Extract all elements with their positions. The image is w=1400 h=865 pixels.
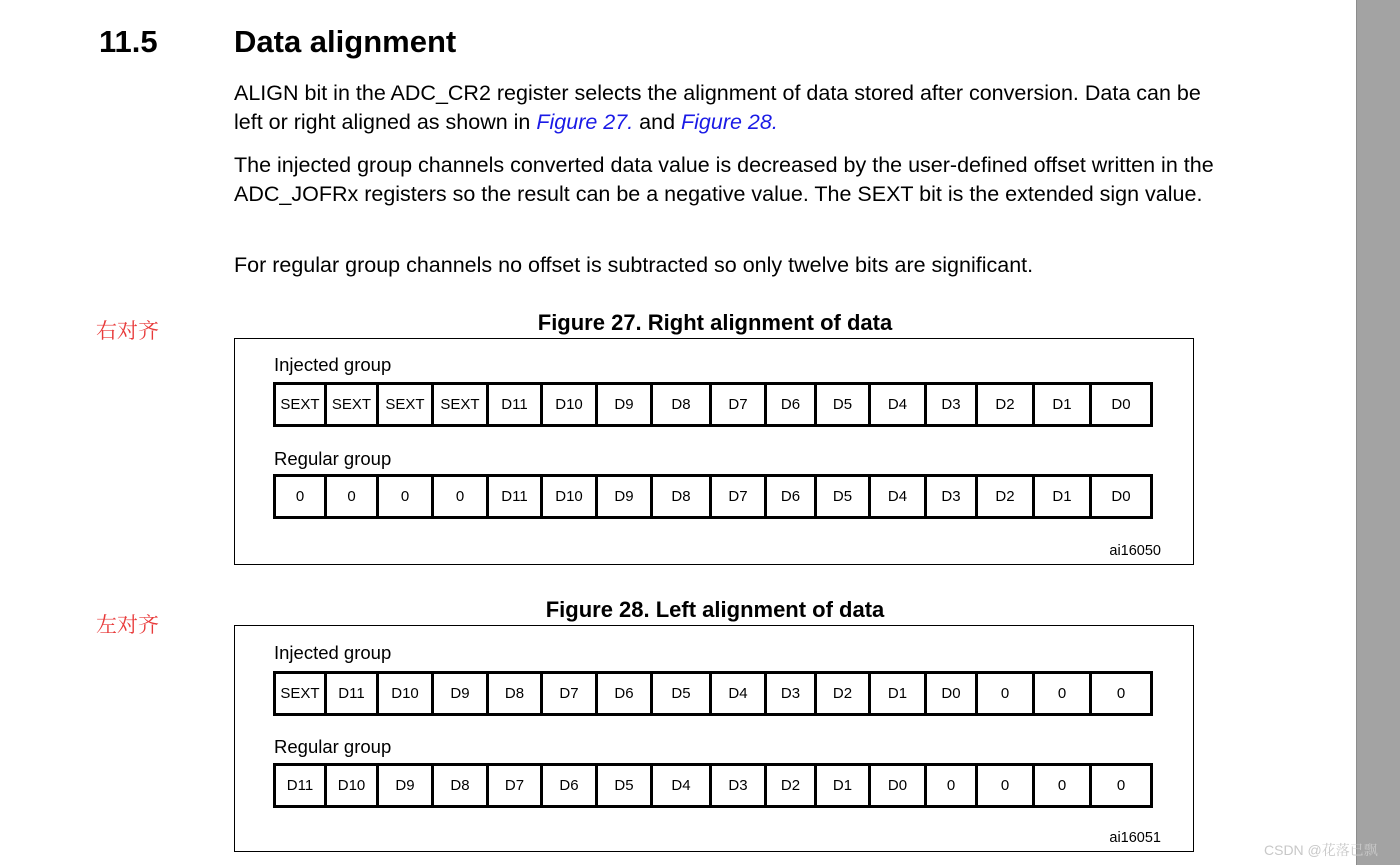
register-bit-cell: D2: [817, 674, 871, 713]
figure-28-link[interactable]: Figure 28.: [681, 110, 778, 134]
register-bit-cell: D0: [1111, 396, 1131, 413]
register-bit-cell: SEXT: [276, 385, 327, 424]
register-bit-cell: D11: [327, 674, 379, 713]
register-bit-cell: D9: [598, 477, 653, 516]
register-bit-cell: 0: [978, 674, 1035, 713]
register-bit-cell: 0: [1116, 685, 1126, 702]
register-bit-cell: D5: [598, 766, 653, 805]
register-bit-cell: 0: [1116, 777, 1126, 794]
register-bit-cell: D2: [978, 385, 1035, 424]
figure-27-id: ai16050: [1109, 543, 1161, 559]
register-bit-cell: D10: [379, 674, 434, 713]
register-bit-cell: D8: [434, 766, 489, 805]
register-bit-cell: D7: [712, 385, 767, 424]
register-bit-cell: D8: [653, 477, 712, 516]
paragraph-injected-offset: The injected group channels converted data value is decreased by the user-defined offset written in the ADC_JOFRx registers so the result can be a negative value. The SEXT bit is the extended sign value.: [234, 153, 1214, 206]
register-bit-cell: D0: [871, 766, 927, 805]
figure-27-link[interactable]: Figure 27.: [536, 110, 634, 134]
register-bit-cell: 0: [1035, 766, 1092, 805]
register-bit-cell: D4: [653, 766, 712, 805]
register-bit-cell: D7: [489, 766, 543, 805]
register-bit-cell: D3: [767, 674, 817, 713]
register-bit-cell: D3: [927, 385, 978, 424]
paragraph-regular-group: For regular group channels no offset is subtracted so only twelve bits are significant.: [234, 253, 1034, 277]
register-bit-cell: D1: [817, 766, 871, 805]
annotation-left-align: 左对齐: [96, 614, 159, 637]
register-bit-cell: SEXT: [434, 385, 489, 424]
register-bit-cell: D9: [434, 674, 489, 713]
register-bit-cell: D9: [598, 385, 653, 424]
register-bit-cell: 0: [327, 477, 379, 516]
figure-27-caption: Figure 27. Right alignment of data: [537, 310, 893, 335]
register-bit-cell: 0: [276, 477, 327, 516]
register-bit-cell: 0: [927, 766, 978, 805]
register-bit-cell: D6: [767, 385, 817, 424]
figure-28-regular-label: Regular group: [274, 736, 392, 757]
register-bit-cell: SEXT: [276, 674, 327, 713]
register-bit-cell: D6: [598, 674, 653, 713]
register-bit-cell: 0: [434, 477, 489, 516]
register-bit-cell: D6: [543, 766, 598, 805]
register-bit-cell: D1: [871, 674, 927, 713]
register-bit-cell: D2: [978, 477, 1035, 516]
register-bit-cell: D1: [1035, 477, 1092, 516]
vertical-scrollbar[interactable]: [1356, 0, 1400, 865]
register-bit-cell: D0: [927, 674, 978, 713]
figure-27-box: [234, 338, 1194, 565]
register-bit-cell: D5: [817, 477, 871, 516]
register-bit-cell: SEXT: [327, 385, 379, 424]
register-bit-cell: D3: [712, 766, 767, 805]
register-bit-cell: 0: [379, 477, 434, 516]
figure-28-injected-label: Injected group: [274, 642, 392, 663]
figure-28-regular-register: [273, 763, 1153, 808]
section-title: Data alignment: [234, 24, 457, 59]
register-bit-cell: D7: [712, 477, 767, 516]
register-bit-cell: 0: [1035, 674, 1092, 713]
register-bit-cell: D1: [1035, 385, 1092, 424]
register-bit-cell: D0: [1111, 488, 1131, 505]
register-bit-cell: D4: [712, 674, 767, 713]
register-bit-cell: D11: [489, 385, 543, 424]
register-bit-cell: D5: [817, 385, 871, 424]
register-bit-cell: 0: [978, 766, 1035, 805]
register-bit-cell: D9: [379, 766, 434, 805]
register-bit-cell: D3: [927, 477, 978, 516]
paragraph-align-bit-text: ALIGN bit in the ADC_CR2 register selects the alignment of data stored after conversion. Data can be left or right aligned as shown in: [234, 81, 1201, 134]
register-bit-cell: D10: [327, 766, 379, 805]
figure-27-injected-register: [273, 382, 1153, 427]
figure-28-id: ai16051: [1109, 830, 1161, 846]
figure-27-regular-label: Regular group: [274, 448, 392, 469]
register-bit-cell: D10: [543, 477, 598, 516]
paragraph-and-text: and: [633, 110, 682, 134]
register-bit-cell: D4: [871, 385, 927, 424]
register-bit-cell: D4: [871, 477, 927, 516]
register-bit-cell: D11: [489, 477, 543, 516]
figure-27-injected-label: Injected group: [274, 354, 392, 375]
register-bit-cell: D8: [653, 385, 712, 424]
figure-28-injected-register: [273, 671, 1153, 716]
register-bit-cell: D6: [767, 477, 817, 516]
register-bit-cell: SEXT: [379, 385, 434, 424]
figure-28-box: [234, 625, 1194, 852]
register-bit-cell: D2: [767, 766, 817, 805]
register-bit-cell: D8: [489, 674, 543, 713]
register-bit-cell: D7: [543, 674, 598, 713]
figure-28-caption: Figure 28. Left alignment of data: [545, 597, 885, 622]
section-number: 11.5: [99, 24, 158, 59]
register-bit-cell: D11: [276, 766, 327, 805]
csdn-watermark: CSDN @花落已飘: [1264, 842, 1378, 858]
annotation-right-align: 右对齐: [96, 320, 159, 343]
register-bit-cell: D10: [543, 385, 598, 424]
paragraph-align-bit: [234, 79, 1234, 137]
figure-27-regular-register: [273, 474, 1153, 519]
register-bit-cell: D5: [653, 674, 712, 713]
